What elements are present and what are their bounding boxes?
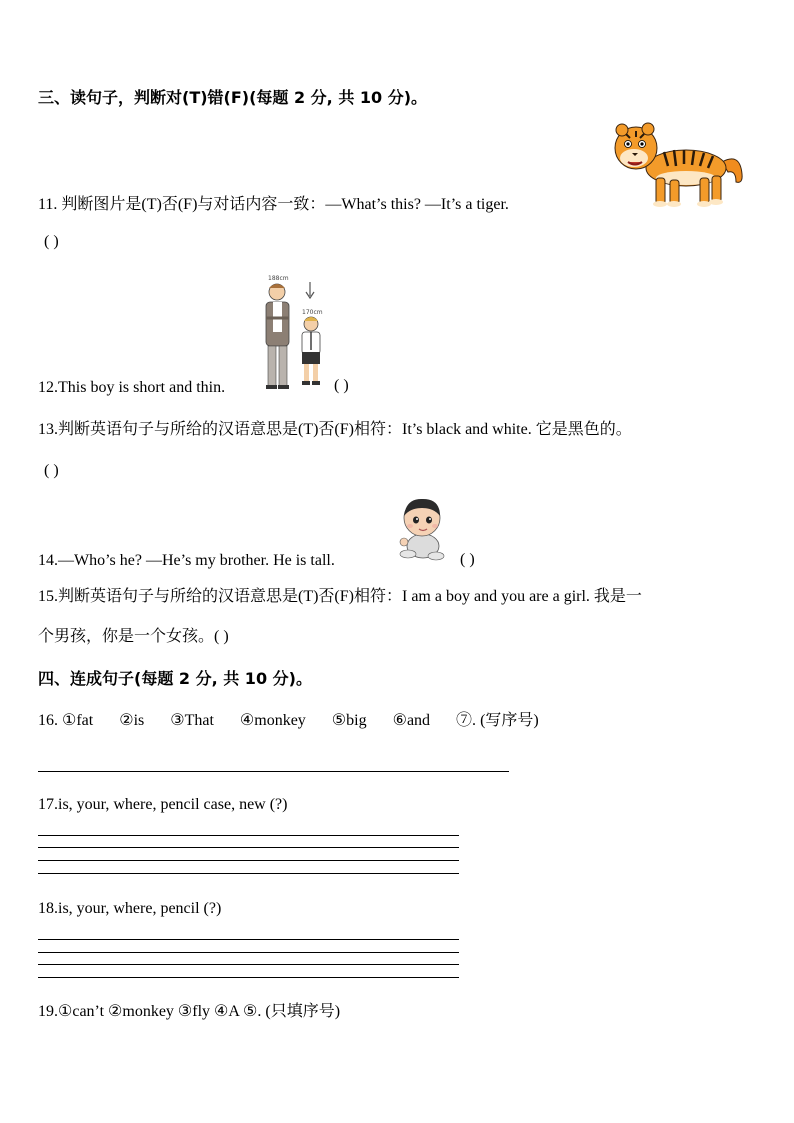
answer-line-17c[interactable] (38, 860, 459, 861)
answer-blank-13[interactable]: ( ) (44, 462, 59, 479)
option-1: ①fat (62, 712, 94, 729)
answer-blank-12[interactable]: ( ) (334, 377, 349, 394)
answer-line-17d[interactable] (38, 873, 459, 874)
section-3-heading: 三、读句子，判断对(T)错(F)(每题 2 分, 共 10 分)。 (38, 88, 428, 107)
option-6: ⑥and (392, 712, 431, 729)
question-14: 14.—Who’s he? —He’s my brother. He is tall. (38, 552, 335, 569)
answer-line-18c[interactable] (38, 964, 459, 965)
answer-line-18d[interactable] (38, 977, 459, 978)
answer-blank-11[interactable]: ( ) (44, 233, 59, 250)
question-17: 17.is, your, where, pencil case, new (?) (38, 796, 288, 813)
question-13: 13.判断英语句子与所给的汉语意思是(T)否(F)相符：It’s black and white. 它是黑色的。 (38, 421, 632, 438)
height-label-man: 188cm (268, 275, 289, 282)
option-7: ⑦. (456, 712, 477, 729)
question-16-note: (写序号) (480, 712, 539, 729)
question-16 (38, 711, 539, 731)
question-19: 19.①can’t ②monkey ③fly ④A ⑤. (只填序号) (38, 1003, 341, 1020)
sitting-baby-image (396, 496, 450, 562)
option-5: ⑤big (331, 712, 367, 729)
man-and-boy-image (256, 272, 332, 394)
answer-line-17b[interactable] (38, 847, 459, 848)
question-16-number: 16. (38, 712, 58, 729)
question-15-line-1: 15.判断英语句子与所给的汉语意思是(T)否(F)相符：I am a boy and you are a girl. 我是一 (38, 588, 642, 605)
question-15-line-2: 个男孩，你是一个女孩。( ) (38, 628, 229, 645)
option-3: ③That (170, 712, 214, 729)
answer-line-17a[interactable] (38, 835, 459, 836)
question-11: 11. 判断图片是(T)否(F)与对话内容一致：—What’s this? —It’s a tiger. (38, 196, 509, 213)
answer-blank-14[interactable]: ( ) (460, 551, 475, 568)
option-2: ②is (119, 712, 145, 729)
height-label-boy: 170cm (302, 309, 323, 316)
section-4-heading: 四、连成句子(每题 2 分, 共 10 分)。 (38, 669, 312, 688)
answer-line-18b[interactable] (38, 952, 459, 953)
answer-line-16[interactable] (38, 771, 509, 772)
answer-line-18a[interactable] (38, 939, 459, 940)
tiger-image (604, 122, 746, 208)
question-18: 18.is, your, where, pencil (?) (38, 900, 222, 917)
question-12: 12.This boy is short and thin. (38, 379, 226, 396)
option-4: ④monkey (239, 712, 306, 729)
